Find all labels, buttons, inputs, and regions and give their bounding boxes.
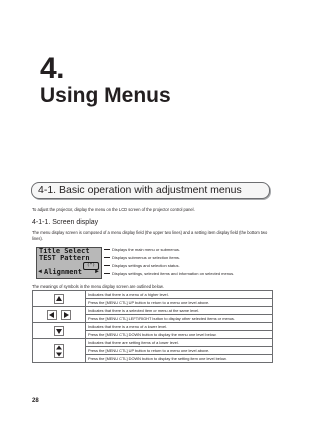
table-cell: Press the [MENU CTL] DOWN button to display the menu one level below.: [86, 331, 273, 339]
down-arrow-icon: [33, 323, 86, 339]
lcd-line-4: Alignment: [44, 268, 82, 276]
table-cell: Press the [MENU CTL] UP button to return to a menu one level above.: [86, 299, 273, 307]
intro-paragraph: To adjust the projector, display the menu on the LCD screen of the projector control panel.: [32, 207, 195, 212]
left-arrow-icon: ◄: [37, 269, 43, 275]
callout-item: Displays settings, selected items and information on selected menus.: [104, 270, 264, 278]
subsection-description: The menu display screen is composed of a menu display field (the upper two lines) and a setting item display field (the bottom two lines).: [32, 230, 268, 241]
chapter-title: Using Menus: [40, 84, 171, 107]
table-cell: Indicates that there is a selected item or menu at the same level.: [86, 307, 273, 315]
left-right-arrows-icon: [33, 307, 86, 323]
lcd-callouts: [104, 246, 264, 278]
lcd-setting-badge: (*): [83, 262, 99, 270]
up-arrow-icon: [33, 291, 86, 307]
table-cell: Indicates that there is a menu of a lower level.: [86, 323, 273, 331]
table-row: [33, 291, 273, 299]
table-row: [33, 323, 273, 331]
chapter-number: 4.: [40, 52, 65, 85]
lcd-line-2: TEST Pattern: [39, 254, 90, 262]
lcd-screen-example: [36, 247, 102, 279]
table-cell: Indicates that there is a menu of a higher level.: [86, 291, 273, 299]
symbols-intro: The meanings of symbols in the menu display screen are outlined below.: [32, 284, 164, 289]
callout-item: Displays submenus or selection items.: [104, 254, 264, 262]
page-number: 28: [32, 398, 39, 404]
table-cell: Indicates that there are setting items of a lower level.: [86, 339, 273, 347]
callout-item: Displays settings and selection status.: [104, 262, 264, 270]
table-cell: Press the [MENU CTL] DOWN button to display the setting item one level below.: [86, 355, 273, 363]
table-row: [33, 339, 273, 347]
lcd-line-1: Title Select: [39, 247, 90, 255]
up-down-arrows-icon: [33, 339, 86, 363]
section-heading-box: [31, 182, 270, 199]
right-arrow-icon: ►: [94, 269, 100, 275]
symbols-table: [32, 290, 273, 363]
section-title: 4-1. Basic operation with adjustment menus: [38, 184, 242, 196]
table-row: [33, 307, 273, 315]
subsection-heading: 4-1-1. Screen display: [32, 219, 99, 226]
callout-item: Displays the main menu or submenus.: [104, 246, 264, 254]
table-cell: Press the [MENU CTL] UP button to return to a menu one level above.: [86, 347, 273, 355]
table-cell: Press the [MENU CTL] LEFT/RIGHT button to display other selected items or menus.: [86, 315, 273, 323]
